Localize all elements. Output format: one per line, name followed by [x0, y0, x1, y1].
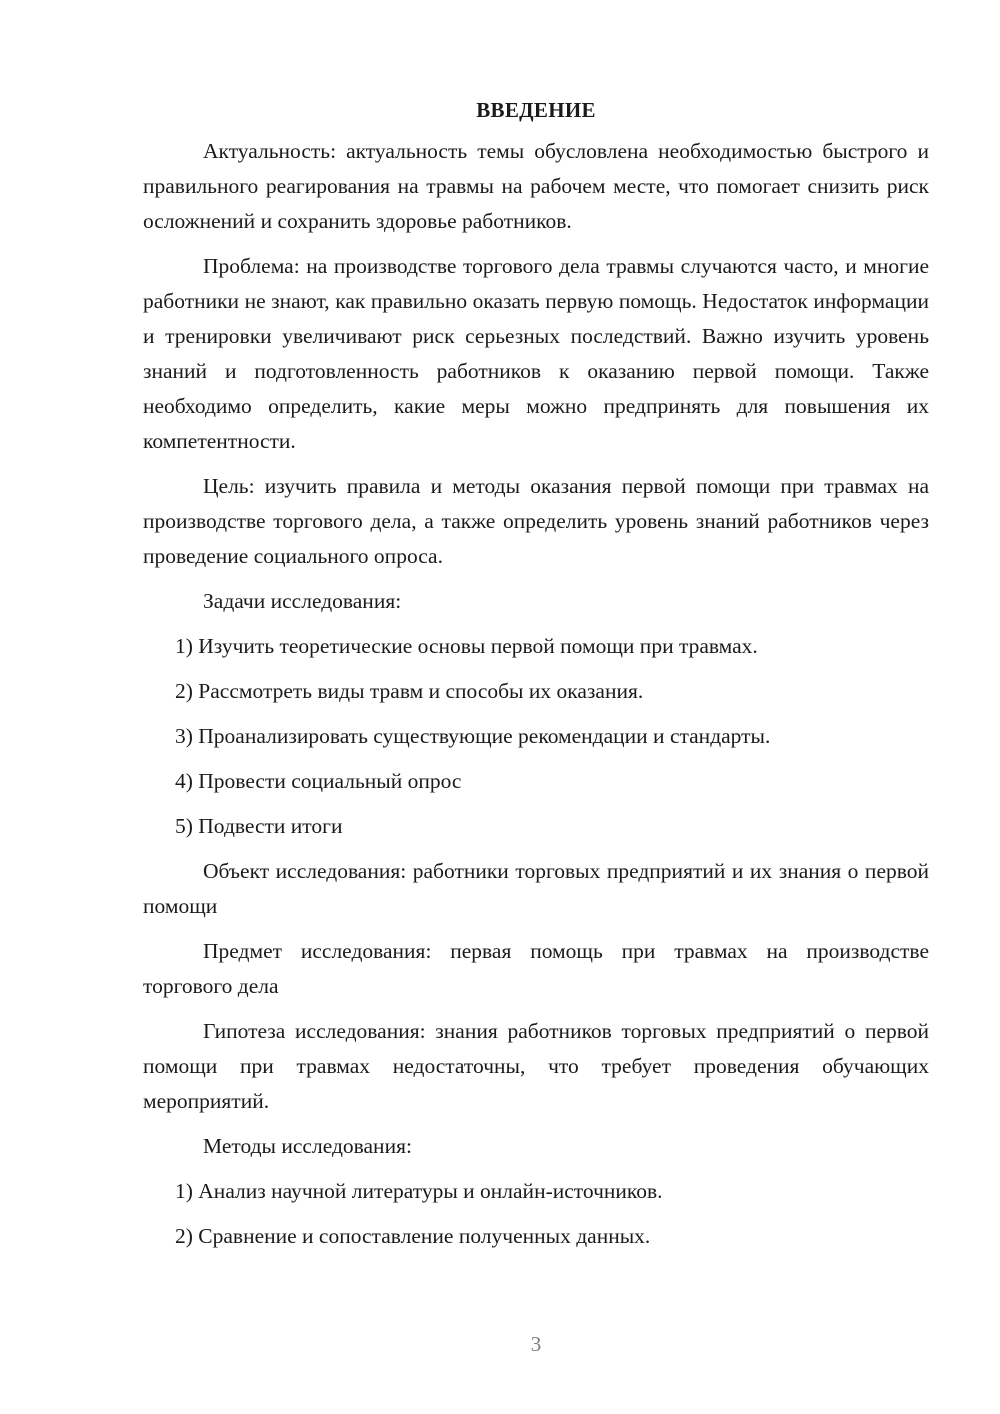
- methods-title: Методы исследования:: [203, 1134, 412, 1158]
- problem-paragraph: Проблема: на производстве торгового дела травмы случаются часто, и многие работники не знают, как правильно оказать первую помощь. Недостаток информации и тренировки увеличивают риск серьезных последствий. Важно изучить уровень знаний и подготовленность работников к оказанию первой помощи. Также необходимо определить, какие меры можно предпринять для повышения их компетентности.: [143, 254, 929, 453]
- task-item: 5) Подвести итоги: [175, 814, 343, 838]
- section-heading: ВВЕДЕНИЕ: [476, 98, 596, 122]
- task-item: 2) Рассмотреть виды травм и способы их оказания.: [175, 679, 644, 703]
- tasks-title: Задачи исследования:: [203, 589, 402, 613]
- relevance-paragraph: Актуальность: актуальность темы обусловлена необходимостью быстрого и правильного реагирования на травмы на рабочем месте, что помогает снизить риск осложнений и сохранить здоровье работников.: [143, 139, 929, 233]
- page-number: 3: [530, 1332, 542, 1356]
- document-page: [143, 92, 929, 1264]
- object-paragraph: Объект исследования: работники торговых предприятий и их знания о первой помощи: [143, 859, 929, 918]
- subject-paragraph: Предмет исследования: первая помощь при травмах на производстве торгового дела: [143, 939, 929, 998]
- method-item: 2) Сравнение и сопоставление полученных данных.: [175, 1224, 651, 1248]
- method-item: 1) Анализ научной литературы и онлайн-источников.: [175, 1179, 663, 1203]
- task-item: 4) Провести социальный опрос: [175, 769, 462, 793]
- task-item: 1) Изучить теоретические основы первой помощи при травмах.: [175, 634, 758, 658]
- goal-paragraph: Цель: изучить правила и методы оказания первой помощи при травмах на производстве торгового дела, а также определить уровень знаний работников через проведение социального опроса.: [143, 474, 929, 568]
- task-item: 3) Проанализировать существующие рекомендации и стандарты.: [175, 724, 771, 748]
- hypothesis-paragraph: Гипотеза исследования: знания работников торговых предприятий о первой помощи при травмах недостаточны, что требует проведения обучающих мероприятий.: [143, 1019, 929, 1113]
